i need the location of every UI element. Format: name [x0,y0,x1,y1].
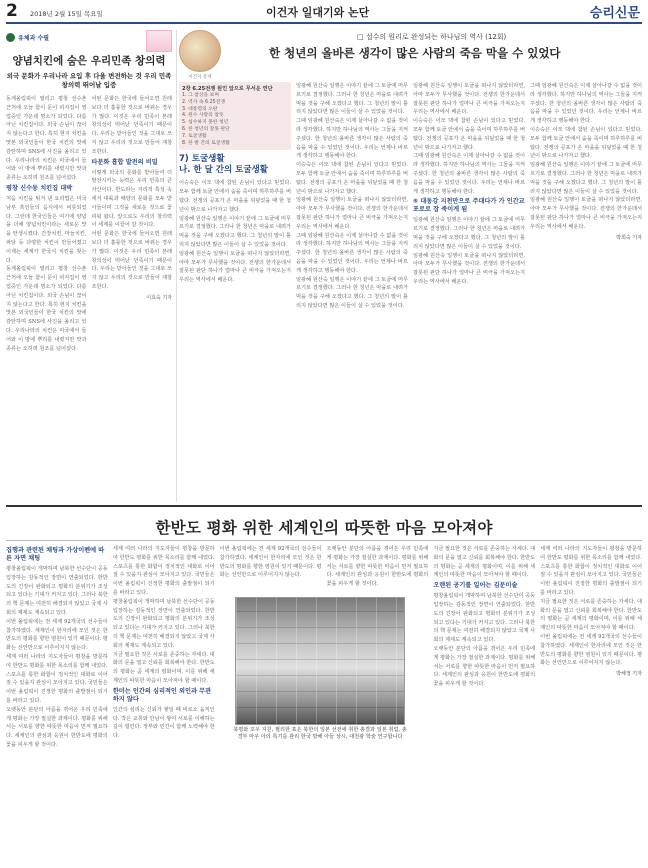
main-article [176,30,642,502]
column-title: 양념치킨에 숨은 우리민족 창의력 [12,55,166,67]
main-byline: 박희숙 기자 [616,234,642,241]
main-headline: 한 청년의 올바른 생각이 많은 사람의 죽음 막을 수 있었다 [269,46,561,60]
column-subhead: 타문화 흡합 발전의 비밀 [91,158,158,166]
toc-box [179,82,291,150]
news-photo [235,597,405,725]
lower-byline: 박해정 기자 [616,671,642,678]
toc-item: 6. 한 청년의 잘못 판단 [182,126,230,132]
main-text: 임광혜 원산숙 일행은 이야기 끝에 그 토굴에 머무르기로 결정했다. 그러나 한 청년은 마을로 내려가 먹을 것을 구해 오겠다고 했다. 그 청년의 말이 틀리지 않았다면 많은 이들이 살 수 있었을 것이다. [296,276,408,309]
page-number: 2 [6,1,18,21]
column-body [6,95,172,353]
lower-text: 지금 필요한 것은 서로를 존중하는 자세다. 대화의 문을 열고 신뢰를 회복해야 한다. 한반도의 평화는 곧 세계의 평화이며, 이를 위해 세계인의 따뜻한 마음이 모아져야 할 때이다. [433,546,536,579]
toc-item: 4. 원수 사랑의 참뜻 [182,113,224,119]
column-text: 동계올림픽이 열리고 평창 선수촌 근처에 오늘 함이 문이 피자집이 영업중인 가운데 명소가 되었다. 다름아닌 치킨집이다. 외국 손님이 끊이지 않는다고 한다. 특히 현지 치킨을 맛본 외국인들이 한국 치킨의 맛에 감탄하며 SNS에 사진을 올리고 있다. 우리나라의 치킨은 미국에서 들어와 이 땅에 뿌리를 내렸지만 맛과 종류는 오히려 원조를 넘어섰다. [6,266,87,352]
toc-item: 5. 섭수하지 못한 청년 [182,120,229,126]
paper-name: 승리신문 [589,6,640,21]
main-text: 그때 임광혜 원산숙은 이제 살아나갈 수 없을 것이라 생각했다. 하지만 하나님의 역사는 그들을 지켜 주셨다. 한 청년의 올바른 생각이 많은 사람의 죽음을 막을 수 있었던 것이다. 우리는 언제나 바르게 생각하고 행동해야 한다. [413,153,525,195]
main-text: 임광혜 원산숙 일행은 이야기 끝에 그 토굴에 머무르기로 결정했다. 그러나 한 청년은 마을로 내려가 먹을 것을 구해 오겠다고 했다. 그 청년의 말이 틀리지 않았다면 많은 이들이 살 수 있었을 것이다. [413,217,525,250]
main-text: 그때 임광혜 원산숙은 이제 살아나갈 수 없을 것이라 생각했다. 하지만 하나님의 역사는 그들을 지켜 주셨다. 한 청년의 올바른 생각이 많은 사람의 죽음을 막을 수 있었던 것이다. 우리는 언제나 바르게 생각하고 행동해야 한다. [296,118,408,160]
toc-item: 3. 대통령의 오판 [182,106,218,112]
column-byline: 이효숙 기자 [146,294,172,301]
lower-text: 평창올림픽이 개막하며 남북한 선수단이 공동 입장하는 감동적인 장면이 연출되었다. 한반도의 긴장이 완화되고 평화의 분위기가 조성되고 있다는 기대가 커지고 있다. 그러나 북한의 핵 문제는 여전히 해결되지 않았고 국제 사회의 제재도 계속되고 있다. [6,566,108,616]
lower-text: 세계 여러 나라의 지도자들이 평창을 방문하여 한반도 평화를 위한 목소리를 함께 내었다. 스포츠를 통한 화합이 정치적인 대화로 이어질 수 있을지 관심이 모아지고 있다. 국민들은 이번 올림픽이 진정한 평화의 출발점이 되기를 바라고 있다. [540,546,642,596]
series-kicker: □ 섭수의 원리로 완성되는 하나님의 역사 (12회) [357,33,507,41]
lower-text: 이번 올림픽에는 전 세계 92개국의 선수들이 참가하였다. 세계인이 한자리에 모인 것은 한반도의 평화를 향한 염원이 있기 때문이다. 평화는 선언만으로 이루어지지 않는다. [6,618,108,652]
lower-subhead: 집행과 관련된 채팅과 가상이펜에 따른 자면 채팅 [6,547,105,562]
author-portrait [179,30,221,72]
photo-caption: 북평와 꼬우 지친, 필리한 표은 북한의 일본 선전에 취한 총결과 일본 취업, 총경부 마우 아의 특기를 관리 한국 방해 아들 상시, 대천광 학술 연구합니다 [233,727,407,740]
column-text: 동계올림픽이 열리고 평창 선수촌 근처에 오늘 함이 문이 피자집이 영업중인 가운데 명소가 되었다. 다름아닌 치킨집이다. 외국 손님이 끊이지 않는다고 한다. 특히 현지 치킨을 맛본 외국인들이 한국 치킨의 맛에 감탄하며 SNS에 사진을 올리고 있다. 우리나라의 치킨은 미국에서 들어와 이 땅에 뿌리를 내렸지만 맛과 종류는 오히려 원조를 넘어섰다. [6,96,87,182]
toc-item: 8. 한 발 간의 토굴생활 [182,140,230,146]
section-divider [6,505,642,507]
column-series-label: 유체과 수필 [18,34,50,42]
main-text: 임광혜 원산숙 일행이 토굴을 떠나지 않았더라면, 아마 모두가 무사했을 것이다. 전쟁의 한가운데서 잘못된 판단 하나가 얼마나 큰 비극을 가져오는지 우리는 역사에서 배운다. [413,83,525,116]
main-text: 이승숙은 이모 댁에 참된 손님이 있다고 믿었다. 모두 함께 토굴 안에서 숨을 죽이며 하루하루를 버텼다. 전쟁의 공포가 온 마을을 뒤덮었을 때 한 청년이 밖으로 나가자고 했다. [530,126,642,160]
section-title: 이건자 일대기와 논단 [266,6,370,19]
lower-column [433,545,535,866]
lower-text: 이번 올림픽에는 전 세계 92개국의 선수들이 참가하였다. 세계인이 한자리에 모인 것은 한반도의 평화를 향한 염원이 있기 때문이다. 평화는 선언만으로 이루어지지 않는다. [219,546,322,579]
main-text: 이승숙은 이모 댁에 참된 손님이 있다고 믿었다. 모두 함께 토굴 안에서 숨을 죽이며 하루하루를 버텼다. 전쟁의 공포가 온 마을을 뒤덮었을 때 한 청년이 밖으로 나가자고 했다. [179,180,291,213]
lower-column [6,545,108,866]
column-text: 어떤 문화든 한국에 들어오면 원래보다 더 훌륭한 것으로 바뀌는 경우가 많다. 이것은 우리 민족이 본래 창의성이 뛰어난 민족이기 때문이다. 우리는 받아들인 것을 그대로 쓰지 않고 우리의 것으로 만들어 재창조한다. [91,231,172,290]
lower-text: 평창올림픽이 개막하며 남북한 선수단이 공동 입장하는 감동적인 장면이 연출되었다. 한반도의 긴장이 완화되고 평화의 분위기가 조성되고 있다는 기대가 커지고 있다. 그러나 북한의 핵 문제는 여전히 해결되지 않았고 국제 사회의 제재도 계속되고 있다. [112,598,215,649]
column-text: 이렇게 외국의 문화를 받아들여 더 발전시키는 능력은 우리 민족의 큰 자산이다. 반도라는 지리적 특성 속에서 대륙과 해양의 문화를 모두 받아들이며 그것을 새로운 것으로 꽃피워 왔다. 앞으로도 우리의 창의력이 세계를 이끌어 갈 것이다. [91,169,172,229]
lower-text: 오랫동안 분단의 아픔을 겪어온 우리 민족에게 평화는 가장 절실한 과제이다. 평화를 위해서는 서로를 향한 따뜻한 마음이 먼저 필요하다. 세계인의 관심과 응원이 한반도에 평화의 꽃을 피우게 할 것이다. [6,706,108,748]
lower-text: 지금 필요한 것은 서로를 존중하는 자세다. 대화의 문을 열고 신뢰를 회복해야 한다. 한반도의 평화는 곧 세계의 평화이며, 이를 위해 세계인의 따뜻한 마음이 모아져야 할 때이다. [112,651,215,684]
lower-text: 인간의 심리는 신뢰가 쌓일 때 비로소 움직인다. 작은 교류와 만남이 쌓여 서로를 이해하는 길이 열린다. 정부와 민간이 함께 노력해야 한다. [112,706,215,740]
main-body [179,82,642,502]
column-subtitle: 외국 문화가 우리나라 요입 후 다울 변전하는 것 우리 민족 창의력 뛰어날 입증 [6,72,172,89]
main-text: 그때 임광혜 원산숙은 이제 살아나갈 수 없을 것이라 생각했다. 하지만 하나님의 역사는 그들을 지켜 주셨다. 한 청년의 올바른 생각이 많은 사람의 죽음을 막을 수 있었던 것이다. 우리는 언제나 바르게 생각하고 행동해야 한다. [296,232,408,274]
column-badge-icon [6,33,15,42]
main-text: 이승숙은 이모 댁에 참된 손님이 있다고 믿었다. 모두 함께 토굴 안에서 숨을 죽이며 하루하루를 버텼다. 전쟁의 공포가 온 마을을 뒤덮었을 때 한 청년이 밖으로 나가자고 했다. [296,162,408,195]
column-article [6,30,172,502]
main-text: 그때 임광혜 원산숙은 이제 살아나갈 수 없을 것이라 생각했다. 하지만 하나님의 역사는 그들을 지켜 주셨다. 한 청년의 올바른 생각이 많은 사람의 죽음을 막을 수 있었던 것이다. 우리는 언제나 바르게 생각하고 행동해야 한다. [530,83,642,125]
lower-headline: 한반도 평화 위한 세계인의 따뜻한 마음 모아져야 [155,519,493,537]
lower-subhead: 오랜된 공기를 일어는 김문미술 [433,582,518,590]
column-text: 처음 치킨을 튀겨 낸 요리법은 미국 남부 흑인들의 음식에서 비롯되었다. 그런데 한국인들은 여기에 양념을 더해 양념치킨이라는 새로운 맛을 탄생시켰다. 간장치킨, 마늘치킨, 파닭 등 다양한 치킨이 만들어졌고 이제는 세계가 한국식 치킨을 찾는다. [6,195,87,264]
main-column [413,82,525,502]
column-subhead: 평창 신수동 치킨집 대박 [6,184,73,192]
toc-title: 2장 6.25전쟁 원인 앞으로 무서운 연단 [182,86,273,92]
main-column [530,82,642,502]
lower-subhead: 한미는 인간의 심리적인 외인과 무관하지 않다 [112,687,212,703]
lower-text: 세계 여러 나라의 지도자들이 평창을 방문하여 한반도 평화를 위한 목소리를 함께 내었다. 스포츠를 통한 화합이 정치적인 대화로 이어질 수 있을지 관심이 모아지고 있다. 국민들은 이번 올림픽이 진정한 평화의 출발점이 되기를 바라고 있다. [112,546,215,596]
lower-column [540,545,642,866]
section-heading: 7) 토굴생활 나. 한 달 간의 토굴생활 [179,154,268,176]
toc-item: 7. 토굴생활 [182,133,207,139]
lower-text: 오랫동안 분단의 아픔을 겪어온 우리 민족에게 평화는 가장 절실한 과제이다. 평화를 위해서는 서로를 향한 따뜻한 마음이 먼저 필요하다. 세계인의 관심과 응원이 한반도에 평화의 꽃을 피우게 할 것이다. [433,645,536,688]
main-text: 임광혜 원산숙 일행은 이야기 끝에 그 토굴에 머무르기로 결정했다. 그러나 한 청년은 마을로 내려가 먹을 것을 구해 오겠다고 했다. 그 청년의 말이 틀리지 않았다면 많은 이들이 살 수 있었을 것이다. [530,162,642,195]
column-text: 어떤 문화든 한국에 들어오면 원래보다 더 훌륭한 것으로 바뀌는 경우가 많다. 이것은 우리 민족이 본래 창의성이 뛰어난 민족이기 때문이다. 우리는 받아들인 것을 그대로 쓰지 않고 우리의 것으로 만들어 재창조한다. [91,96,172,155]
headline-rule [6,540,642,541]
issue-date: 2018년 2월 15일 목요일 [30,10,103,18]
toc-item: 1. 그 참상을 보며 [182,93,219,98]
portrait-caption: 이건자 총재 [188,75,212,80]
main-text: 이승숙은 이모 댁에 참된 손님이 있다고 믿었다. 모두 함께 토굴 안에서 숨을 죽이며 하루하루를 버텼다. 전쟁의 공포가 온 마을을 뒤덮었을 때 한 청년이 밖으로 나가자고 했다. [413,118,525,151]
main-column [296,82,408,502]
main-text: 임광혜 원산숙 일행이 토굴을 떠나지 않았더라면, 아마 모두가 무사했을 것이다. 전쟁의 한가운데서 잘못된 판단 하나가 얼마나 큰 비극을 가져오는지 우리는 역사에서 배운다. [413,252,525,285]
lower-text: 세계 여러 나라의 지도자들이 평창을 방문하여 한반도 평화를 위한 목소리를 함께 내었다. 스포츠를 통한 화합이 정치적인 대화로 이어질 수 있을지 관심이 모아지고 있다. 국민들은 이번 올림픽이 진정한 평화의 출발점이 되기를 바라고 있다. [6,653,108,704]
main-column [179,82,291,502]
lower-text: 지금 필요한 것은 서로를 존중하는 자세다. 대화의 문을 열고 신뢰를 회복해야 한다. 한반도의 평화는 곧 세계의 평화이며, 이를 위해 세계인의 따뜻한 마음이 모아져야 할 때이다. [540,598,642,632]
lower-text: 오랫동안 분단의 아픔을 겪어온 우리 민족에게 평화는 가장 절실한 과제이다. 평화를 위해서는 서로를 향한 따뜻한 마음이 먼저 필요하다. 세계인의 관심과 응원이 한반도에 평화의 꽃을 피우게 할 것이다. [326,546,429,588]
main-text: 임광혜 원산숙 일행이 토굴을 떠나지 않았더라면, 아마 모두가 무사했을 것이다. 전쟁의 한가운데서 잘못된 판단 하나가 얼마나 큰 비극을 가져오는지 우리는 역사에서 배운다. [296,197,408,230]
main-text: 임광혜 원산숙 일행이 토굴을 떠나지 않았더라면, 아마 모두가 무사했을 것이다. 전쟁의 한가운데서 잘못된 판단 하나가 얼마나 큰 비극을 가져오는지 우리는 역사에서 배운다. [530,197,642,230]
lower-text: 평창올림픽이 개막하며 남북한 선수단이 공동 입장하는 감동적인 장면이 연출되었다. 한반도의 긴장이 완화되고 평화의 분위기가 조성되고 있다는 기대가 커지고 있다. 그러나 북한의 핵 문제는 여전히 해결되지 않았고 국제 사회의 제재도 계속되고 있다. [433,593,536,644]
author-photo [146,30,172,52]
page-header [6,1,642,24]
main-subhead: ⑤ 대동강 지천만으로 주대다가 가 인간교 포로로 잡 죽이게 됨 [413,198,525,214]
main-text: 임광혜 원산숙 일행은 이야기 끝에 그 토굴에 머무르기로 결정했다. 그러나 한 청년은 마을로 내려가 먹을 것을 구해 오겠다고 했다. 그 청년의 말이 틀리지 않았다면 많은 이들이 살 수 있었을 것이다. [179,215,291,248]
lower-column [113,545,215,866]
main-text: 임광혜 원산숙 일행이 토굴을 떠나지 않았더라면, 아마 모두가 무사했을 것이다. 전쟁의 한가운데서 잘못된 판단 하나가 얼마나 큰 비극을 가져오는지 우리는 역사에서 배운다. [179,250,291,284]
main-text: 임광혜 원산숙 일행은 이야기 끝에 그 토굴에 머무르기로 결정했다. 그러나 한 청년은 마을로 내려가 먹을 것을 구해 오겠다고 했다. 그 청년의 말이 틀리지 않았다면 많은 이들이 살 수 있었을 것이다. [296,83,408,116]
toc-item: 2. 역사 속 6.25전쟁 [182,99,226,105]
lower-text: 이번 올림픽에는 전 세계 92개국의 선수들이 참가하였다. 세계인이 한자리에 모인 것은 한반도의 평화를 향한 염원이 있기 때문이다. 평화는 선언만으로 이루어지지 않는다. [540,633,642,667]
